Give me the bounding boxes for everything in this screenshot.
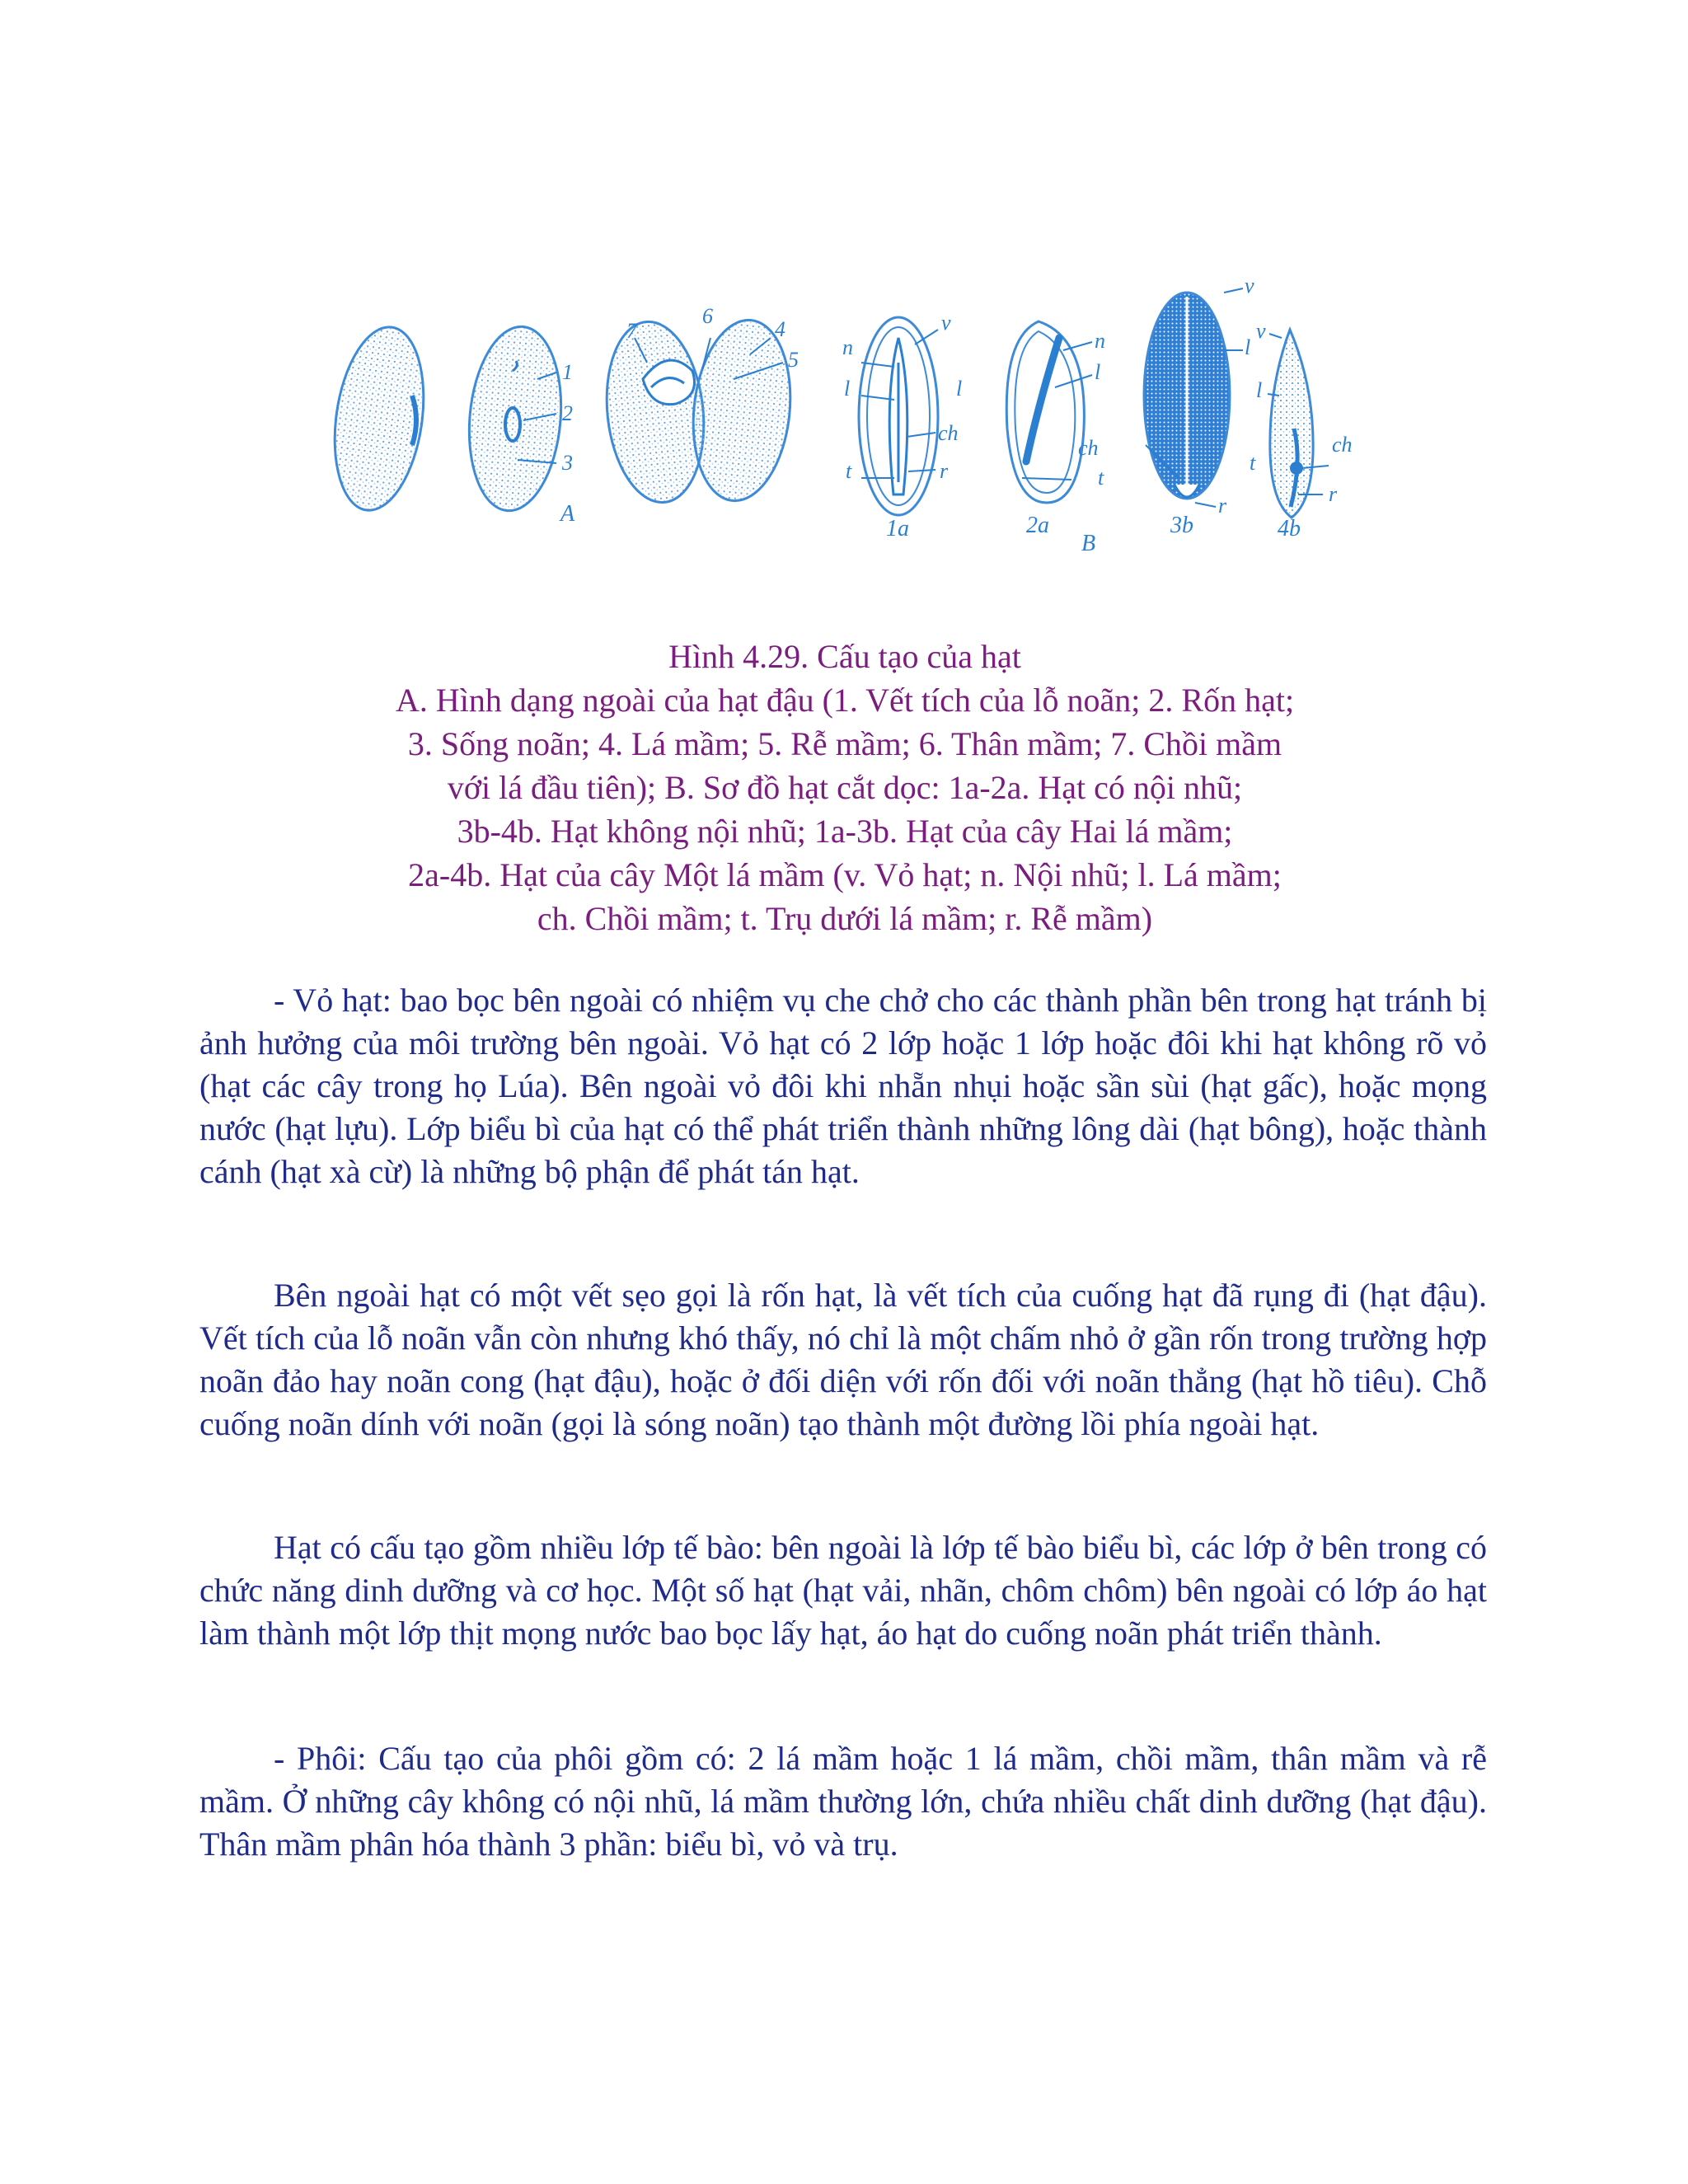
label-a-2: 2 [562,401,573,425]
label-3b-v: v [1245,274,1254,298]
caption-line: ch. Chồi mầm; t. Trụ dưới lá mầm; r. Rễ mầm) [537,900,1153,937]
caption-title: Hình 4.29. Cấu tạo của hạt [668,638,1021,675]
caption-line: A. Hình dạng ngoài của hạt đậu (1. Vết tích của lỗ noãn; 2. Rốn hạt; [395,682,1295,719]
label-4b: 4b [1278,516,1301,541]
label-a-6: 6 [702,304,713,328]
seed-structure-figure [321,272,1368,569]
bean-opened [598,316,799,508]
paragraph-text: - Phôi: Cấu tạo của phôi gồm có: 2 lá mầm hoặc 1 lá mầm, chồi mầm, thân mầm và rễ mầm. Ở những cây không có nội nhũ, lá mầm thường lớn, chứa nhiều chất dinh dưỡng (hạt đậu). Thân mầm phân hóa thành 3 phần: biểu bì, vỏ và trụ. [199,1740,1487,1863]
label-1a-r: r [940,459,949,483]
bean-hilum-view [462,323,568,515]
label-3b: 3b [1170,513,1193,538]
label-1a-ch: ch [938,421,959,445]
caption-line: với lá đầu tiên); B. Sơ đồ hạt cắt dọc: 1a-2a. Hạt có nội nhũ; [447,769,1243,806]
label-2a-n: n [1095,329,1105,353]
label-a-group: A [560,501,575,527]
caption-line: 3b-4b. Hạt không nội nhũ; 1a-3b. Hạt của cây Hai lá mầm; [457,813,1233,850]
label-4b-ch: ch [1332,433,1353,457]
paragraph-cell-layers [199,1526,1487,1655]
paragraph-text: Hạt có cấu tạo gồm nhiều lớp tế bào: bên ngoài là lớp tế bào biểu bì, các lớp ở bên trong có chức năng dinh dưỡng và cơ học. Một số hạt (hạt vải, nhãn, chôm chôm) bên ngoài có lớp áo hạt làm thành một lớp thịt mọng nước bao bọc lấy hạt, áo hạt do cuống noãn phát triển thành. [199,1529,1487,1652]
figure-caption [297,635,1393,940]
label-1a-l-right: l [956,377,963,401]
label-4b-t: t [1250,451,1256,475]
label-2a-l: l [1095,360,1101,384]
label-2a: 2a [1026,513,1049,538]
paragraph-text: - Vỏ hạt: bao bọc bên ngoài có nhiệm vụ che chở cho các thành phần bên trong hạt tránh bị ảnh hưởng của môi trường bên ngoài. Vỏ hạt có 2 lớp hoặc 1 lớp hoặc đôi khi hạt không rõ vỏ (hạt các cây trong họ Lúa). Bên ngoài vỏ đôi khi nhẵn nhụi hoặc sần sùi (hạt gấc), hoặc mọng nước (hạt lựu). Lớp biểu bì của hạt có thể phát triển thành những lông dài (hạt bông), hoặc thành cánh (hạt xà cừ) là những bộ phận để phát tán hạt. [199,982,1487,1190]
label-a-1: 1 [562,360,573,384]
label-1a-l-left: l [844,377,851,401]
label-1a-n: n [842,335,853,359]
paragraph-text: Bên ngoài hạt có một vết sẹo gọi là rốn hạt, là vết tích của cuống hạt đã rụng đi (hạt đậu). Vết tích của lỗ noãn vẫn còn nhưng khó thấy, nó chỉ là một chấm nhỏ ở gần rốn trong trường hợp noãn đảo hay noãn cong (hạt đậu), hoặc ở đối diện với rốn đối với noãn thẳng (hạt hồ tiêu). Chỗ cuống noãn dính với noãn (gọi là sóng noãn) tạo thành một đường lồi phía ngoài hạt. [199,1277,1487,1442]
label-2a-ch: ch [1078,436,1099,460]
caption-line: 2a-4b. Hạt của cây Một lá mầm (v. Vỏ hạt; n. Nội nhũ; l. Lá mầm; [408,856,1282,893]
seed-section-1a [859,317,938,515]
paragraph-seed-coat [199,979,1487,1193]
label-1a-v: v [941,311,951,335]
caption-line: 3. Sống noãn; 4. Lá mầm; 5. Rễ mầm; 6. Thân mầm; 7. Chồi mầm [407,725,1282,762]
label-1a: 1a [886,516,909,541]
label-1a-t: t [846,459,852,483]
seed-section-3b [1144,288,1243,507]
bean-whole [324,321,434,516]
seed-section-4b [1268,330,1329,518]
label-a-5: 5 [788,348,799,372]
seed-diagram [321,272,1368,569]
label-b-group: B [1081,531,1096,556]
paragraph-embryo [199,1737,1487,1866]
label-a-7: 7 [626,319,637,343]
label-3b-r: r [1218,494,1227,518]
label-a-3: 3 [562,451,573,475]
label-3b-l: l [1245,335,1251,359]
paragraph-hilum [199,1274,1487,1446]
label-2a-t: t [1098,466,1104,490]
label-4b-r: r [1329,482,1338,506]
label-4b-v: v [1256,319,1266,343]
seed-section-2a [1006,321,1092,503]
label-a-4: 4 [775,317,785,341]
label-4b-l: l [1256,378,1263,402]
